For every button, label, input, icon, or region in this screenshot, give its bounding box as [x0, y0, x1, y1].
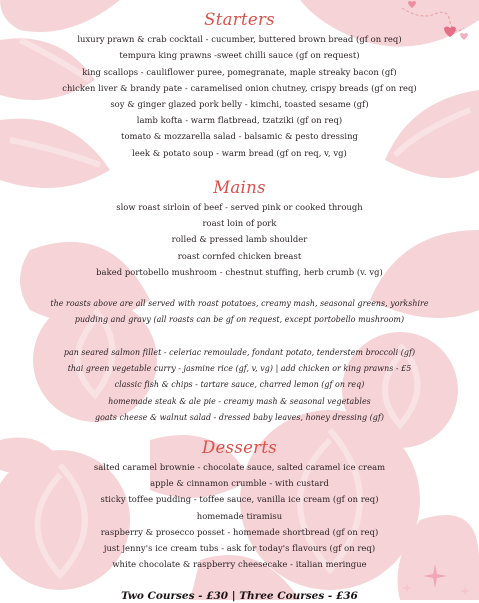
course-pricing: Two Courses - £30 | Three Courses - £36 [121, 590, 358, 602]
main-roast-item: slow roast sirloin of beef - served pink or cooked through [116, 202, 363, 212]
main-roast-item: baked portobello mushroom - chestnut stuffing, herb crumb (v. vg) [96, 267, 383, 277]
heart-doodle-icon [400, 0, 479, 50]
dessert-item: apple & cinnamon crumble - with custard [150, 478, 329, 488]
roast-note-line: pudding and gravy (all roasts can be gf on request, except portobello mushroom) [74, 315, 405, 324]
roast-note-line: the roasts above are all served with roast potatoes, creamy mash, seasonal greens, yorkshire [50, 299, 429, 308]
main-item: homemade steak & ale pie - creamy mash & seasonal vegetables [108, 397, 371, 406]
dessert-item: salted caramel brownie - chocolate sauce, salted caramel ice cream [93, 462, 386, 472]
main-item: thai green vegetable curry - jasmine rice (gf, v, vg) | add chicken or king prawns - £5 [67, 364, 412, 373]
mains-heading: Mains [213, 178, 266, 197]
starter-item: leek & potato soup - warm bread (gf on req, v, vg) [132, 148, 347, 158]
main-roast-item: roast cornfed chicken breast [177, 251, 302, 261]
dessert-item: just jenny's ice cream tubs - ask for today's flavours (gf on req) [103, 543, 376, 553]
dessert-item: raspberry & prosecco posset - homemade shortbread (gf on req) [100, 527, 379, 537]
starter-item: lamb kofta - warm flatbread, tzatziki (gf on req) [136, 115, 343, 125]
starters-heading: Starters [204, 10, 275, 29]
starter-item: tomato & mozzarella salad - balsamic & pesto dressing [121, 131, 358, 141]
main-item: classic fish & chips - tartare sauce, charred lemon (gf on req) [114, 380, 365, 389]
starter-item: soy & ginger glazed pork belly - kimchi, toasted sesame (gf) [110, 99, 369, 109]
starter-item: tempura king prawns -sweet chilli sauce (gf on request) [119, 50, 360, 60]
starter-item: king scallops - cauliflower puree, pomegranate, maple streaky bacon (gf) [82, 67, 397, 77]
main-item: pan seared salmon fillet - celeriac remoulade, fondant potato, tenderstem broccoli (gf) [63, 348, 416, 357]
starter-item: chicken liver & brandy pate - caramelised onion chutney, crispy breads (gf on req) [62, 83, 417, 93]
starter-item: luxury prawn & crab cocktail - cucumber, buttered brown bread (gf on req) [77, 34, 402, 44]
sparkle-decoration-icon [395, 560, 479, 600]
dessert-item: white chocolate & raspberry cheesecake - italian meringue [112, 559, 367, 569]
dessert-item: homemade tiramisu [196, 511, 283, 521]
dessert-item: sticky toffee pudding - toffee sauce, vanilla ice cream (gf on req) [100, 494, 379, 504]
desserts-heading: Desserts [201, 438, 278, 457]
main-item: goats cheese & walnut salad - dressed baby leaves, honey dressing (gf) [95, 413, 384, 422]
main-roast-item: roast loin of pork [202, 218, 277, 228]
main-roast-item: rolled & pressed lamb shoulder [171, 234, 308, 244]
